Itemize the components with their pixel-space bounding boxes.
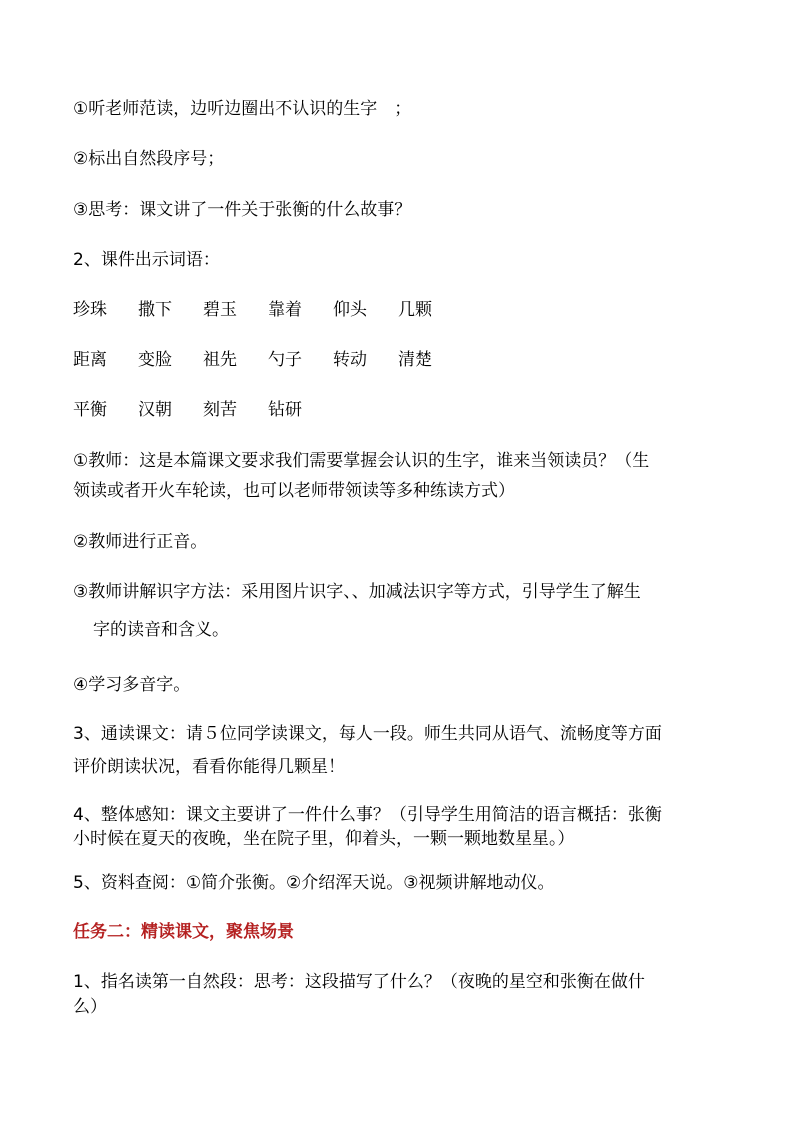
vocab-word: 距离 <box>73 350 107 370</box>
vocab-word: 清楚 <box>398 350 432 370</box>
text-line: ②标出自然段序号； <box>73 149 225 169</box>
text-line: 么） <box>73 997 107 1017</box>
vocab-word: 碧玉 <box>203 300 237 320</box>
vocab-word: 转动 <box>333 350 367 370</box>
text-line: ①教师：这是本篇课文要求我们需要掌握会认识的生字，谁来当领读员？（生 <box>73 451 650 471</box>
text-line: ③教师讲解识字方法：采用图片识字、、加减法识字等方式，引导学生了解生 <box>73 582 641 602</box>
text-line: 4、整体感知：课文主要讲了一件什么事？（引导学生用简洁的语言概括：张衡 <box>73 805 662 825</box>
section-heading: 任务二：精读课文，聚焦场景 <box>73 922 294 942</box>
text-line: 5、资料查阅：①简介张衡。②介绍浑天说。③视频讲解地动仪。 <box>73 873 555 893</box>
vocab-word: 祖先 <box>203 350 237 370</box>
text-line: 字的读音和含义。 <box>93 620 229 640</box>
text-line: ④学习多音字。 <box>73 675 191 695</box>
text-line: 2、课件出示词语： <box>73 250 220 270</box>
vocab-word: 几颗 <box>398 300 432 320</box>
vocab-row <box>73 298 463 322</box>
text-line: ③思考：课文讲了一件关于张衡的什么故事？ <box>73 200 412 220</box>
vocab-word: 平衡 <box>73 400 107 420</box>
vocab-row <box>73 348 463 372</box>
vocab-word: 刻苦 <box>203 400 237 420</box>
vocab-word: 珍珠 <box>73 300 107 320</box>
text-line: 领读或者开火车轮读，也可以老师带领读等多种练读方式） <box>73 481 515 501</box>
vocab-word: 仰头 <box>333 300 367 320</box>
vocab-word: 勺子 <box>268 350 302 370</box>
vocab-word: 撒下 <box>138 300 172 320</box>
vocab-row <box>73 398 333 422</box>
vocab-word: 变脸 <box>138 350 172 370</box>
vocab-word: 钻研 <box>268 400 302 420</box>
text-line: 1、指名读第一自然段：思考：这段描写了什么？（夜晚的星空和张衡在做什 <box>73 972 645 992</box>
text-line: ①听老师范读，边听边圈出不认识的生字 ； <box>73 99 412 119</box>
text-line: ②教师进行正音。 <box>73 532 208 552</box>
text-line: 3、通读课文：请５位同学读课文，每人一段。师生共同从语气、流畅度等方面 <box>73 724 662 744</box>
vocab-word: 汉朝 <box>138 400 172 420</box>
vocab-word: 靠着 <box>268 300 302 320</box>
text-line: 评价朗读状况，看看你能得几颗星！ <box>73 757 345 777</box>
text-line: 小时候在夏天的夜晚，坐在院子里，仰着头，一颗一颗地数星星。） <box>73 829 575 849</box>
